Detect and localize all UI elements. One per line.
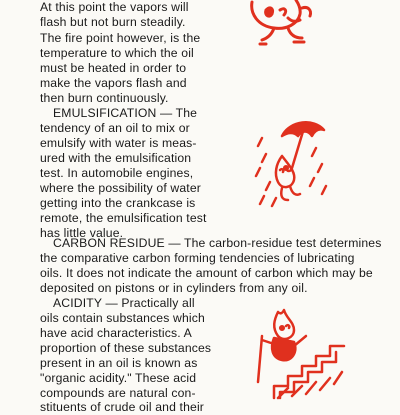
flame-droplet-icon bbox=[244, 0, 324, 50]
text-line: proportion of these substances bbox=[40, 341, 212, 355]
text-line: test. In automobile engines, bbox=[40, 166, 194, 180]
text-line: The fire point however, is the bbox=[40, 31, 201, 45]
text-line: tendency of an oil to mix or bbox=[40, 121, 190, 135]
section-heading-emulsification: EMULSIFICATION — The bbox=[53, 106, 198, 120]
text-line: present in an oil is known as bbox=[40, 356, 198, 370]
text-line: where the possibility of water bbox=[40, 181, 201, 195]
text-line: remote, the emulsification test bbox=[40, 211, 207, 225]
text-line: At this point the vapors will bbox=[40, 0, 189, 14]
text-line: oils contain substances which bbox=[40, 311, 205, 325]
umbrella-droplet-in-rain-icon bbox=[252, 116, 332, 216]
section-heading-carbon-residue: CARBON RESIDUE — The carbon-residue test determines bbox=[53, 236, 382, 250]
text-line: has little value. bbox=[40, 226, 124, 240]
text-line: the comparative carbon forming tendencies of lubricating bbox=[40, 251, 355, 265]
text-line: must be heated in order to bbox=[40, 61, 187, 75]
text-line: getting into the crankcase is bbox=[40, 196, 196, 210]
text-line: compounds are natural con- bbox=[40, 386, 196, 400]
droplet-on-stairs-icon bbox=[244, 306, 354, 400]
text-line: deposited on pistons or in cylinders from any oil. bbox=[40, 281, 308, 295]
text-line: stituents of crude oil and their bbox=[40, 400, 205, 414]
text-line: emulsify with water is meas- bbox=[40, 136, 197, 150]
text-line: oils. It does not indicate the amount of carbon which may be bbox=[40, 266, 373, 280]
text-line: make the vapors flash and bbox=[40, 76, 187, 90]
section-heading-acidity: ACIDITY — Practically all bbox=[53, 296, 195, 310]
text-line: then burn continuously. bbox=[40, 91, 169, 105]
text-line: have acid characteristics. A bbox=[40, 326, 192, 340]
text-line: ured with the emulsification bbox=[40, 151, 192, 165]
text-line: temperature to which the oil bbox=[40, 46, 194, 60]
text-line: flash but not burn steadily. bbox=[40, 15, 186, 29]
text-line: "organic acidity." These acid bbox=[40, 371, 197, 385]
